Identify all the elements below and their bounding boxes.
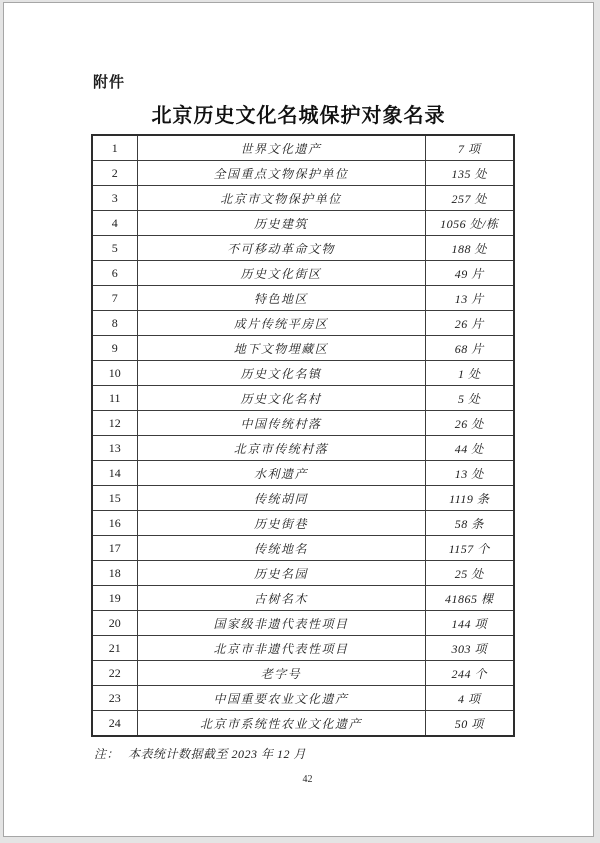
cell-count: 41865 棵 — [425, 586, 514, 611]
cell-row-number: 16 — [92, 511, 137, 536]
cell-category-name: 历史建筑 — [137, 211, 425, 236]
cell-category-name: 老字号 — [137, 661, 425, 686]
cell-count: 135 处 — [425, 161, 514, 186]
cell-count: 244 个 — [425, 661, 514, 686]
cell-count: 5 处 — [425, 386, 514, 411]
cell-row-number: 10 — [92, 361, 137, 386]
cell-row-number: 1 — [92, 135, 137, 161]
cell-count: 144 项 — [425, 611, 514, 636]
cell-category-name: 北京市非遗代表性项目 — [137, 636, 425, 661]
table-row — [92, 486, 514, 511]
cell-row-number: 12 — [92, 411, 137, 436]
cell-category-name: 全国重点文物保护单位 — [137, 161, 425, 186]
table-row — [92, 711, 514, 737]
cell-category-name: 水利遗产 — [137, 461, 425, 486]
cell-category-name: 不可移动革命文物 — [137, 236, 425, 261]
cell-category-name: 中国重要农业文化遗产 — [137, 686, 425, 711]
cell-count: 1056 处/栋 — [425, 211, 514, 236]
cell-count: 1 处 — [425, 361, 514, 386]
attachment-label: 附件 — [93, 74, 126, 91]
cell-row-number: 22 — [92, 661, 137, 686]
cell-row-number: 9 — [92, 336, 137, 361]
cell-category-name: 中国传统村落 — [137, 411, 425, 436]
table-row — [92, 636, 514, 661]
cell-row-number: 20 — [92, 611, 137, 636]
table-row — [92, 661, 514, 686]
cell-count: 58 条 — [425, 511, 514, 536]
table-row — [92, 611, 514, 636]
cell-row-number: 21 — [92, 636, 137, 661]
cell-count: 1157 个 — [425, 536, 514, 561]
table-row — [92, 436, 514, 461]
cell-count: 4 项 — [425, 686, 514, 711]
cell-row-number: 17 — [92, 536, 137, 561]
table-row — [92, 411, 514, 436]
cell-count: 257 处 — [425, 186, 514, 211]
cell-count: 49 片 — [425, 261, 514, 286]
table-row — [92, 186, 514, 211]
table-row — [92, 135, 514, 161]
table-row — [92, 161, 514, 186]
table-row — [92, 236, 514, 261]
table-row — [92, 211, 514, 236]
cell-category-name: 北京市系统性农业文化遗产 — [137, 711, 425, 737]
table-row — [92, 286, 514, 311]
footnote-prefix: 注： — [94, 747, 120, 761]
cell-row-number: 11 — [92, 386, 137, 411]
table-row — [92, 686, 514, 711]
table-row — [92, 361, 514, 386]
cell-category-name: 成片传统平房区 — [137, 311, 425, 336]
cell-count: 44 处 — [425, 436, 514, 461]
cell-category-name: 历史街巷 — [137, 511, 425, 536]
cell-row-number: 13 — [92, 436, 137, 461]
cell-row-number: 23 — [92, 686, 137, 711]
page-number: 42 — [302, 774, 313, 785]
cell-count: 188 处 — [425, 236, 514, 261]
cell-row-number: 2 — [92, 161, 137, 186]
cell-category-name: 历史名园 — [137, 561, 425, 586]
table-row — [92, 561, 514, 586]
cell-row-number: 24 — [92, 711, 137, 737]
table-row — [92, 311, 514, 336]
cell-count: 50 项 — [425, 711, 514, 737]
cell-category-name: 地下文物埋藏区 — [137, 336, 425, 361]
cell-count: 25 处 — [425, 561, 514, 586]
cell-row-number: 18 — [92, 561, 137, 586]
cell-count: 303 项 — [425, 636, 514, 661]
cell-count: 13 片 — [425, 286, 514, 311]
cell-row-number: 19 — [92, 586, 137, 611]
cell-count: 13 处 — [425, 461, 514, 486]
table-row — [92, 511, 514, 536]
table-row — [92, 586, 514, 611]
cell-category-name: 世界文化遗产 — [137, 135, 425, 161]
table-row — [92, 461, 514, 486]
cell-category-name: 古树名木 — [137, 586, 425, 611]
cell-category-name: 传统地名 — [137, 536, 425, 561]
cell-count: 7 项 — [425, 135, 514, 161]
cell-row-number: 5 — [92, 236, 137, 261]
cell-row-number: 6 — [92, 261, 137, 286]
cell-row-number: 3 — [92, 186, 137, 211]
cell-count: 26 处 — [425, 411, 514, 436]
footnote-text: 本表统计数据截至 2023 年 12 月 — [128, 747, 307, 761]
cell-row-number: 4 — [92, 211, 137, 236]
cell-category-name: 历史文化名镇 — [137, 361, 425, 386]
cell-category-name: 北京市传统村落 — [137, 436, 425, 461]
table-row — [92, 536, 514, 561]
cell-category-name: 历史文化街区 — [137, 261, 425, 286]
table-row — [92, 336, 514, 361]
cell-category-name: 国家级非遗代表性项目 — [137, 611, 425, 636]
cell-category-name: 历史文化名村 — [137, 386, 425, 411]
cell-row-number: 8 — [92, 311, 137, 336]
page-title: 北京历史文化名城保护对象名录 — [151, 105, 446, 127]
cell-count: 1119 条 — [425, 486, 514, 511]
protection-objects-table — [91, 134, 515, 737]
cell-row-number: 7 — [92, 286, 137, 311]
cell-category-name: 北京市文物保护单位 — [137, 186, 425, 211]
document-page — [3, 2, 594, 837]
cell-category-name: 传统胡同 — [137, 486, 425, 511]
cell-row-number: 14 — [92, 461, 137, 486]
cell-count: 68 片 — [425, 336, 514, 361]
table-row — [92, 261, 514, 286]
footnote — [94, 745, 306, 762]
cell-count: 26 片 — [425, 311, 514, 336]
cell-category-name: 特色地区 — [137, 286, 425, 311]
table-body — [92, 135, 514, 736]
table-row — [92, 386, 514, 411]
cell-row-number: 15 — [92, 486, 137, 511]
